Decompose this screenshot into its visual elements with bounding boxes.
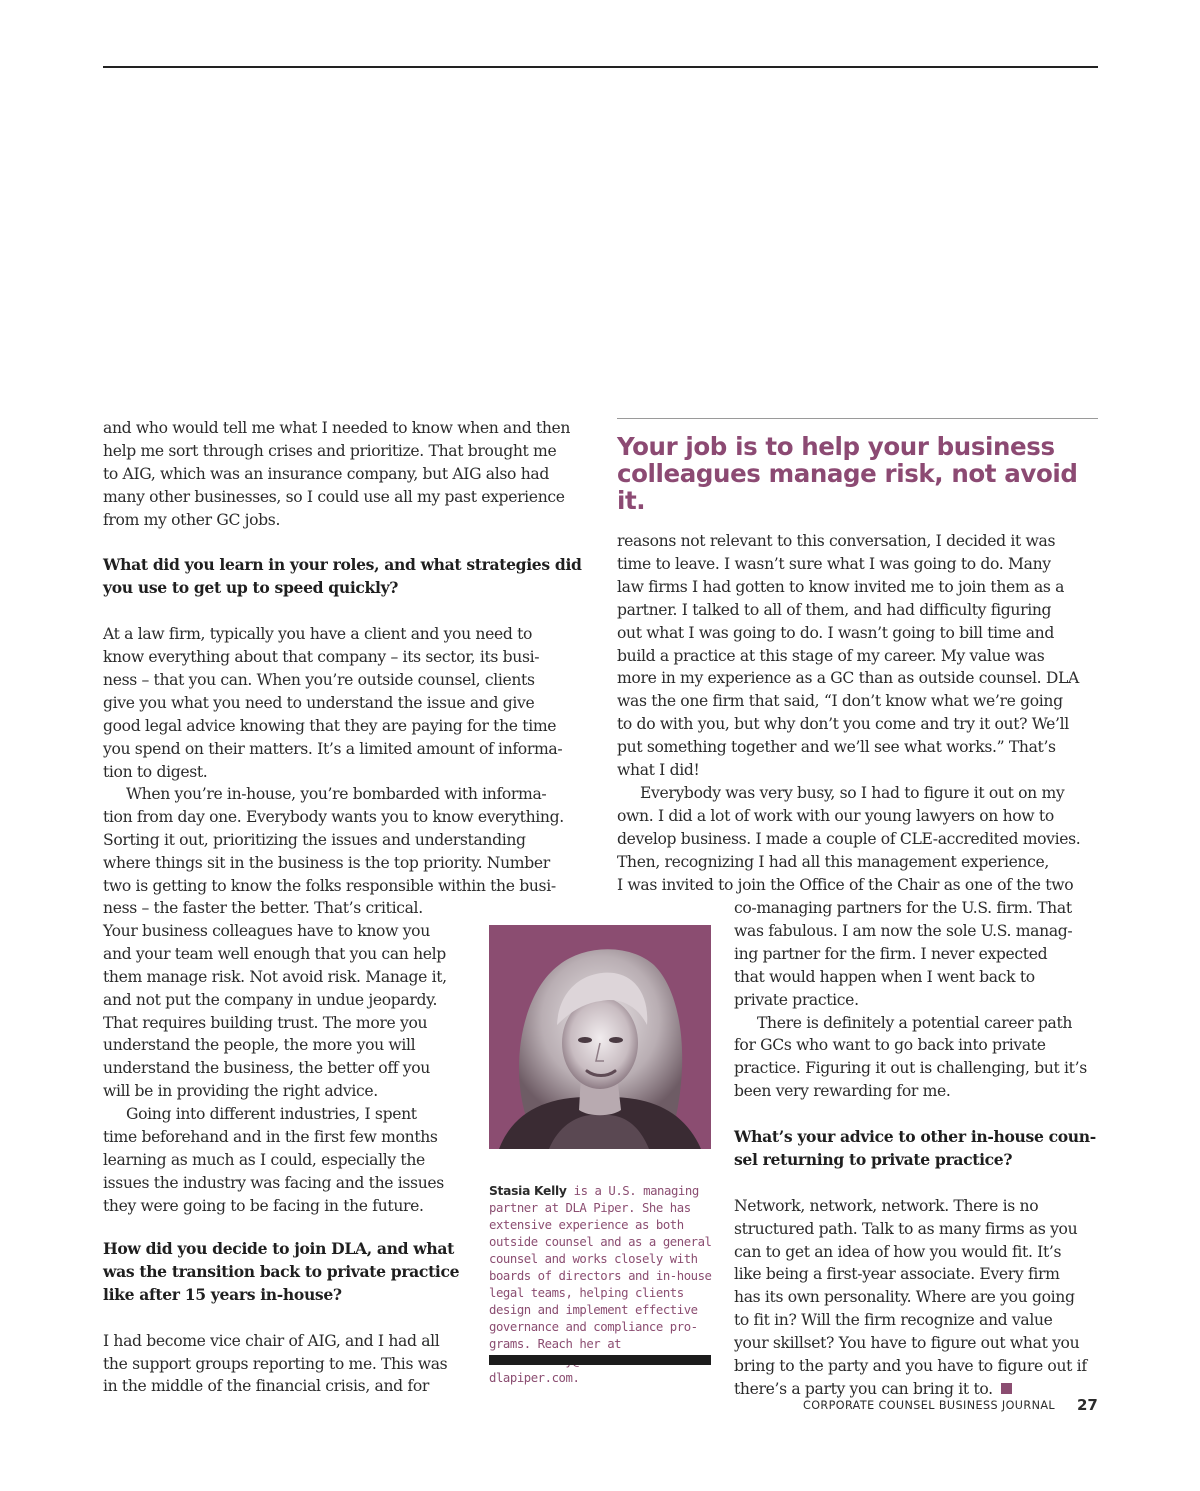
end-mark-icon (1001, 1383, 1012, 1394)
pull-quote-line-2: colleagues manage risk, not avoid it. (617, 459, 1078, 515)
left-paragraph-4: Going into different industries, I spent time beforehand and in the first few months learning as much as I could, especially the issues the industry was facing and the issues they were going to be facing in the future. (103, 1105, 444, 1215)
portrait-illustration (489, 925, 711, 1149)
right-paragraph-2-continued: co-managing partners for the U.S. firm. That was fabulous. I am now the sole U.S. manag- ing partner for the firm. I never expected that would happen when I went back to private practice. (734, 899, 1073, 1009)
left-paragraph-2: At a law firm, typically you have a client and you need to know everything about that company – its sector, its busi- ness – that you can. When you’re outside counsel, clients give you what you need to understand the issue and give good legal advice knowing that they are paying for the time you spend on their matters. It’s a limited amount of informa- tion to digest. (103, 625, 563, 781)
left-paragraph-3: When you’re in-house, you’re bombarded with informa- tion from day one. Everybody wants you to know everything. Sorting it out, prioritizing the issues and understanding where things sit in the business is the top priority. Number two is getting to know the folks responsible within the busi- (103, 785, 564, 896)
question-3: What’s your advice to other in-house coun- sel returning to private practice? (734, 1127, 1096, 1169)
portrait-photo (489, 925, 711, 1149)
pull-quote (617, 433, 1098, 514)
footer-publication: CORPORATE COUNSEL BUSINESS JOURNAL (803, 1399, 1056, 1412)
left-column-narrow (103, 897, 463, 1218)
left-paragraph-5: I had become vice chair of AIG, and I had all the support groups reporting to me. This was in the middle of the financial crisis, and for (103, 1331, 448, 1396)
pull-quote-line-1: Your job is to help your business (617, 432, 1055, 461)
question-2: How did you decide to join DLA, and what was the transition back to private practice like after 15 years in-house? (103, 1239, 460, 1304)
right-paragraph-4: Network, network, network. There is no structured path. Talk to as many firms as you can to get an idea of how you would fit. It’s like being a first-year associate. Every firm has its own personality. Where are you going to fit in? Will the firm recognize and value your skillset? You have to figure out what you bring to the party and you have to figure out if there’s a party you can bring it to. (734, 1196, 1087, 1398)
right-paragraph-1: reasons not relevant to this conversation, I decided it was time to leave. I wasn’t sure what I was going to do. Many law firms I had gotten to know invited me to join them as a partner. I talked to all of them, and had difficulty figuring out what I was going to do. I wasn’t going to bill time and build a practice at this stage of my career. My value was more in my experience as a GC than as outside counsel. DLA was the one firm that said, “I don’t know what we’re going to do with you, but why don’t you come and try it out? We’ll put something together and we’ll see what works.” That’s what I did! (617, 532, 1079, 780)
question-1: What did you learn in your roles, and what strategies did you use to get up to speed quickly? (103, 555, 582, 598)
pull-quote-rule (617, 418, 1098, 419)
left-column-bottom (103, 1238, 471, 1398)
left-paragraph-3-continued: ness – the faster the better. That’s critical. Your business colleagues have to know you and your team well enough that you can help them manage risk. Not avoid risk. Manage it, and not put the company in undue jeopardy. That requires building trust. The more you understand the people, the more you will understand the business, the better off you will be in providing the right advice. (103, 899, 447, 1101)
caption-name: Stasia Kelly (489, 1184, 567, 1198)
right-paragraph-3: There is definitely a potential career path for GCs who want to go back into private practice. Figuring it out is challenging, but it’s been very rewarding for me. (734, 1013, 1087, 1101)
right-column-narrow (734, 897, 1099, 1401)
left-column (103, 417, 585, 898)
page-number: 27 (1077, 1396, 1098, 1414)
caption-bar (489, 1355, 711, 1365)
left-paragraph-1: and who would tell me what I needed to know when and then help me sort through crises and prioritize. That brought me to AIG, which was an insurance company, but AIG also had many other businesses, so I could use all my past experience from my other GC jobs. (103, 419, 571, 529)
right-column (617, 530, 1099, 897)
top-rule (103, 66, 1098, 68)
right-paragraph-2: Everybody was very busy, so I had to figure it out on my own. I did a lot of work with our young lawyers on how to develop business. I made a couple of CLE-accredited movies. Then, recognizing I had all this management experience, I was invited to join the Office of the Chair as one of the two (617, 783, 1081, 894)
caption-text: is a U.S. managing partner at DLA Piper. She has extensive experience as both outside counsel and as a general counsel and works closely with boards of directors and in-house legal teams, helping clients design and implement effective governance and compliance pro- grams. Reach her at dlapiper.com. (489, 1184, 712, 1385)
